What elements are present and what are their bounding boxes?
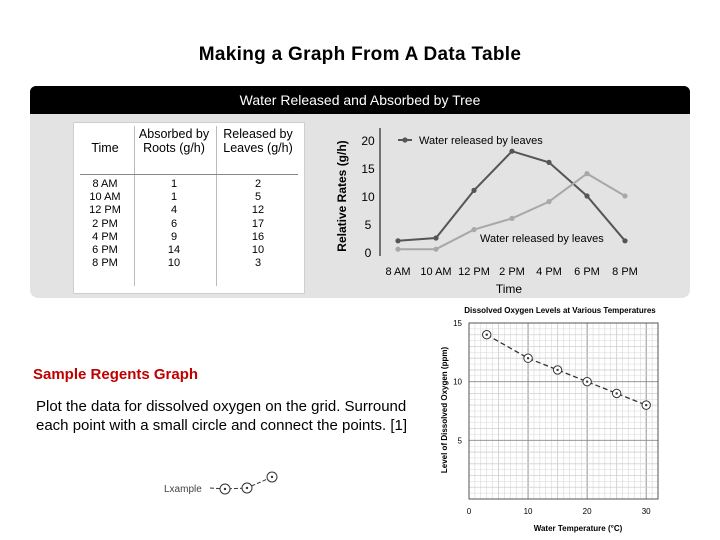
x-tick-label: 12 PM	[458, 266, 490, 278]
y-tick-label: 15	[361, 162, 375, 176]
data-point	[556, 369, 558, 371]
example-point	[246, 487, 248, 489]
data-point-circle	[553, 366, 561, 374]
table-cell-absorbed: 4	[170, 204, 178, 217]
data-point	[527, 357, 529, 359]
x-tick-label: 8 AM	[385, 266, 411, 278]
table-cell-absorbed: 10	[167, 257, 181, 270]
banner-title: Water Released and Absorbed by Tree	[239, 92, 481, 108]
y-tick-label: 10	[361, 190, 375, 204]
table-column-absorbed	[146, 178, 202, 270]
table-header-time: Time	[91, 141, 119, 155]
sample-graph-title: Sample Regents Graph	[33, 366, 199, 383]
table-cell-released: 5	[254, 191, 262, 204]
legend-label: Water released by leaves	[419, 135, 543, 147]
x-tick-label: 30	[641, 507, 651, 516]
slide-title: Making a Graph From A Data Table	[198, 44, 522, 65]
table-cell-absorbed: 14	[167, 243, 181, 256]
table-divider	[134, 126, 135, 286]
data-point	[586, 380, 588, 382]
table-cell-absorbed: 6	[170, 217, 178, 230]
table-cell-absorbed: 9	[170, 230, 178, 243]
y-axis-label: Level of Dissolved Oxygen (ppm)	[440, 346, 449, 474]
y-tick-label: 5	[457, 436, 462, 446]
table-column-released	[230, 178, 286, 270]
table-cell-time: 12 PM	[89, 204, 121, 217]
example-point-circle	[267, 472, 277, 482]
data-point-circle	[583, 377, 591, 385]
data-point	[615, 392, 617, 394]
table-cell-released: 17	[251, 217, 265, 230]
x-axis-label: Water Temperature (°C)	[533, 524, 623, 533]
x-tick-label: 6 PM	[574, 266, 600, 278]
plot-frame	[469, 323, 658, 499]
example-point	[224, 488, 226, 490]
instructions-text: Plot the data for dissolved oxygen on the grid. Surround each point with a small circle and connect the points. [1]	[36, 398, 408, 434]
example-point-circle	[220, 484, 230, 494]
table-header-absorbed: Absorbed by Roots (g/h)	[138, 127, 210, 155]
table-cell-time: 6 PM	[92, 243, 118, 256]
data-point	[645, 404, 647, 406]
table-cell-time: 4 PM	[92, 230, 118, 243]
x-tick-label: 0	[466, 507, 472, 516]
data-point-circle	[483, 331, 491, 339]
data-point-circle	[524, 354, 532, 362]
x-axis-label: Time	[495, 282, 523, 296]
y-tick-label: 10	[453, 377, 462, 387]
example-line	[210, 477, 272, 489]
x-tick-label: 2 PM	[499, 266, 525, 278]
data-point	[486, 334, 488, 336]
y-axis-label: Relative Rates (g/h)	[335, 140, 349, 252]
example-label: Lxample	[164, 484, 202, 495]
table-cell-absorbed: 1	[170, 178, 178, 190]
y-tick-label: 20	[361, 134, 375, 148]
x-tick-label: 8 PM	[612, 266, 638, 278]
table-cell-released: 10	[251, 243, 265, 256]
y-tick-label: 5	[364, 218, 372, 232]
example-point-circle	[242, 483, 252, 493]
data-point-circle	[642, 401, 650, 409]
table-cell-released: 2	[254, 178, 262, 190]
x-tick-label: 10	[523, 507, 533, 516]
series-annotation: Water released by leaves	[480, 233, 604, 245]
y-tick-label: 0	[364, 246, 372, 260]
table-cell-time: 2 PM	[92, 217, 118, 230]
table-cell-time: 10 AM	[89, 191, 121, 204]
table-cell-released: 12	[251, 204, 265, 217]
x-tick-label: 20	[582, 507, 592, 516]
chart-title: Dissolved Oxygen Levels at Various Temperatures	[464, 306, 656, 315]
y-tick-label: 15	[453, 319, 462, 328]
table-header-rule	[80, 174, 298, 175]
x-tick-label: 4 PM	[536, 266, 562, 278]
table-divider	[216, 126, 217, 286]
table-cell-time: 8 AM	[92, 178, 118, 190]
series-line	[487, 335, 646, 405]
table-cell-released: 3	[254, 257, 262, 270]
x-tick-label: 10 AM	[420, 266, 452, 278]
table-column-time	[80, 178, 130, 270]
table-header-released: Released by Leaves (g/h)	[223, 127, 293, 155]
data-point-circle	[612, 389, 620, 397]
table-cell-released: 16	[251, 230, 265, 243]
table-cell-absorbed: 1	[170, 191, 178, 204]
example-point	[271, 476, 273, 478]
table-cell-time: 8 PM	[92, 257, 118, 270]
